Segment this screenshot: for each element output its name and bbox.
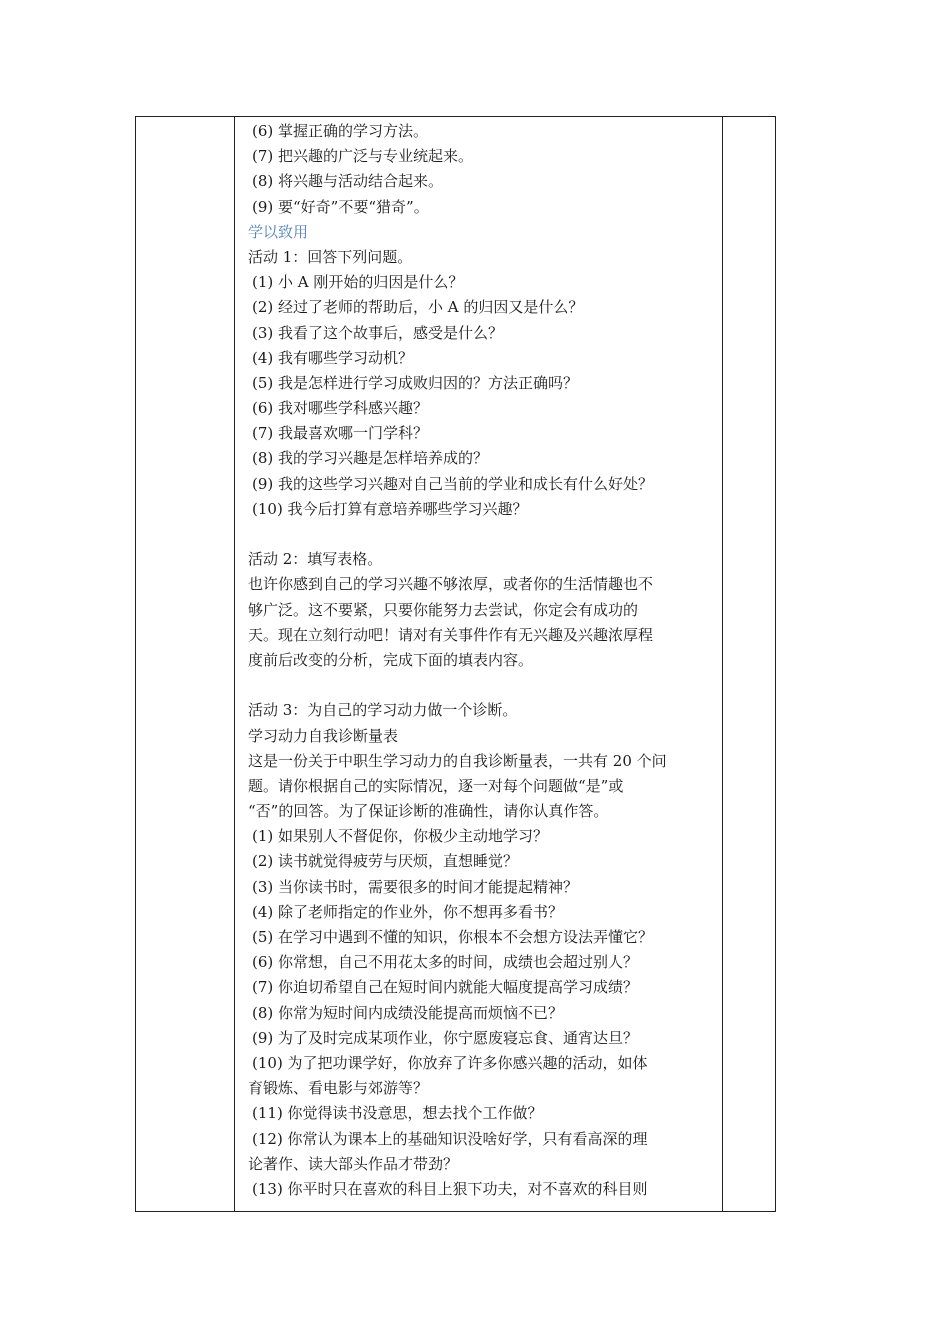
activity1-question: (9) 我的这些学习兴趣对自己当前的学业和成长有什么好处？ <box>252 474 654 493</box>
activity1-question: (3) 我看了这个故事后，感受是什么？ <box>252 323 504 342</box>
method-item: (7) 把兴趣的广泛与专业统起来。 <box>252 147 474 166</box>
activity1-question: (7) 我最喜欢哪一门学科？ <box>252 424 429 443</box>
spacer <box>248 522 714 547</box>
method-item: (8) 将兴趣与活动结合起来。 <box>252 172 444 191</box>
scale-item: (5) 在学习中遇到不懂的知识，你根本不会想方设法弄懂它？ <box>252 928 654 946</box>
activity2-paragraph-line: 天。现在立刻行动吧！请对有关事件作有无兴趣及兴趣浓厚程 <box>248 625 654 644</box>
activity2-title: 活动 2：填写表格。 <box>248 550 383 569</box>
activity1-question: (5) 我是怎样进行学习成败归因的？方法正确吗？ <box>252 373 579 392</box>
method-item: (9) 要“好奇”不要“猎奇”。 <box>252 197 429 216</box>
spacer <box>248 673 714 698</box>
scale-item-continued: 育锻炼、看电影与郊游等？ <box>248 1079 429 1098</box>
scale-item: (1) 如果别人不督促你，你极少主动地学习？ <box>252 827 549 846</box>
activity2-paragraph-line: 够广泛。这不要紧，只要你能努力去尝试，你定会有成功的 <box>248 600 639 619</box>
scale-intro-line: 这是一份关于中职生学习动力的自我诊断量表，一共有 20 个问 <box>248 751 667 770</box>
scale-item-continued: 论著作、读大部头作品才带劲？ <box>248 1154 459 1173</box>
activity1-question: (1) 小 A 刚开始的归因是什么？ <box>252 273 464 292</box>
scale-item: (3) 当你读书时，需要很多的时间才能提起精神？ <box>252 877 579 896</box>
activity1-question: (4) 我有哪些学习动机？ <box>252 348 414 367</box>
activity1-question: (10) 我今后打算有意培养哪些学习兴趣？ <box>252 499 528 518</box>
scale-item: (6) 你常想，自己不用花太多的时间，成绩也会超过别人？ <box>252 953 639 972</box>
activity1-question: (2) 经过了老师的帮助后，小 A 的归因又是什么？ <box>252 298 584 317</box>
scale-item: (7) 你迫切希望自己在短时间内就能大幅度提高学习成绩？ <box>252 978 639 997</box>
scale-intro-line: 题。请你根据自己的实际情况，逐一对每个问题做“是”或 <box>248 776 624 795</box>
activity1-question: (6) 我对哪些学科感兴趣？ <box>252 399 429 418</box>
lesson-content-cell <box>248 119 714 1202</box>
method-item: (6) 掌握正确的学习方法。 <box>252 122 429 140</box>
scale-item: (8) 你常为短时间内成绩没能提高而烦恼不已？ <box>252 1003 564 1022</box>
scale-title: 学习动力自我诊断量表 <box>248 726 399 745</box>
column-divider-left <box>234 117 235 1211</box>
activity2-paragraph-line: 也许你感到自己的学习兴趣不够浓厚，或者你的生活情趣也不 <box>248 575 654 594</box>
lesson-table <box>135 116 776 1212</box>
column-divider-right <box>722 117 723 1211</box>
scale-item: (4) 除了老师指定的作业外，你不想再多看书？ <box>252 902 564 921</box>
activity3-title: 活动 3：为自己的学习动力做一个诊断。 <box>248 701 518 720</box>
scale-item: (12) 你常认为课本上的基础知识没啥好学，只有看高深的理 <box>252 1129 648 1148</box>
section-heading: 学以致用 <box>248 222 309 241</box>
scale-item: (10) 为了把功课学好，你放弃了许多你感兴趣的活动，如体 <box>252 1053 648 1072</box>
scale-item: (11) 你觉得读书没意思，想去找个工作做？ <box>252 1104 543 1123</box>
scale-intro-line: “否”的回答。为了保证诊断的准确性，请你认真作答。 <box>248 802 609 821</box>
scale-item: (9) 为了及时完成某项作业，你宁愿废寝忘食、通宵达旦？ <box>252 1028 639 1047</box>
activity1-question: (8) 我的学习兴趣是怎样培养成的？ <box>252 449 489 468</box>
scale-item: (2) 读书就觉得疲劳与厌烦，直想睡觉？ <box>252 852 519 871</box>
activity2-paragraph-line: 度前后改变的分析，完成下面的填表内容。 <box>248 650 534 669</box>
scale-item: (13) 你平时只在喜欢的科目上狠下功夫，对不喜欢的科目则 <box>252 1179 648 1198</box>
activity1-title: 活动 1：回答下列问题。 <box>248 247 413 266</box>
